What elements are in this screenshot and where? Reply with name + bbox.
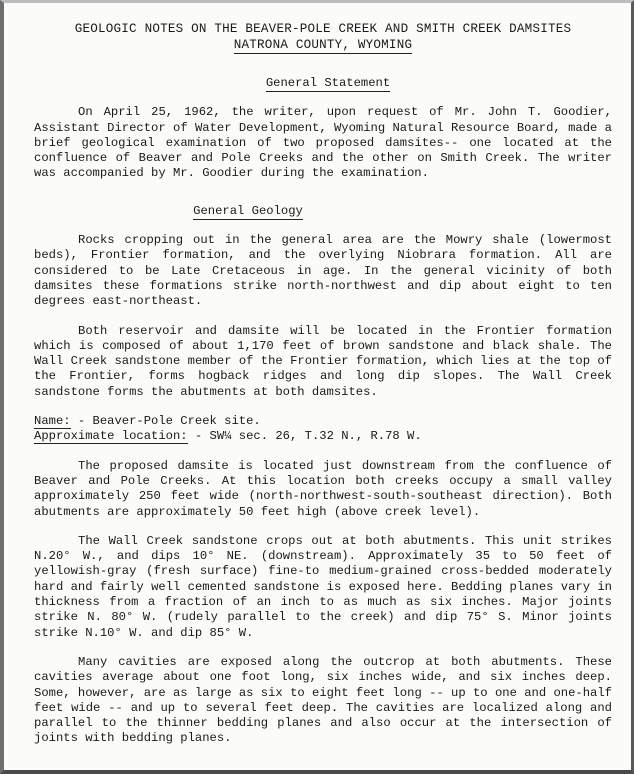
section-heading-general-geology: General Geology xyxy=(193,203,303,218)
title-line-2: NATRONA COUNTY, WYOMING xyxy=(233,38,413,52)
section-heading-general-statement: General Statement xyxy=(265,76,391,90)
site-location-value: - SW¼ sec. 26, T.32 N., R.78 W. xyxy=(194,429,422,444)
document-title xyxy=(34,21,612,54)
paragraph-geology-1: Rocks cropping out in the general area are the Mowry shale (lowermost beds), Frontier formation, and the overlying Niobrara formation. All are considered to be Late Cretaceous in age. In the general vicinity of both damsites these formations strike north-northwest and dip about eight to ten degrees east-northeast. xyxy=(34,233,612,309)
site-info xyxy=(34,414,612,445)
site-name-row xyxy=(34,414,612,429)
site-name-value: - Beaver-Pole Creek site. xyxy=(77,414,261,429)
paragraph-general-statement: On April 25, 1962, the writer, upon request of Mr. John T. Goodier, Assistant Director of Water Development, Wyoming Natural Resource Board, made a brief geological examination of two proposed damsites-- one located at the confluence of Beaver and Pole Creeks and the other on Smith Creek. The writer was accompanied by Mr. Goodier during the examination. xyxy=(34,105,612,181)
paragraph-geology-2: Both reservoir and damsite will be located in the Frontier formation which is composed of about 1,170 feet of brown sandstone and black shale. The Wall Creek sandstone member of the Frontier formation, which lies at the top of the Frontier, forms hogback ridges and long dip slopes. The Wall Creek sandstone forms the abutments at both damsites. xyxy=(34,323,612,399)
paragraph-damsite-1: The proposed damsite is located just downstream from the confluence of Beaver and Pole Creeks. At this location both creeks occupy a small valley approximately 250 feet wide (north-northwest-south-southeast direction). Both abutments are approximately 50 feet high (above creek level). xyxy=(34,458,612,519)
paragraph-damsite-2: The Wall Creek sandstone crops out at both abutments. This unit strikes N.20° W., and dips 10° NE. (downstream). Approximately 35 to 50 feet of yellowish-gray (fresh surface) fine-to medium-grained cross-bedded moderately hard and fairly well cemented sandstone is exposed here. Bedding planes vary in thickness from a fraction of an inch to as much as six inches. Major joints strike N. 80° W. (rudely parallel to the creek) and dip 75° S. Minor joints strike N.10° W. and dip 85° W. xyxy=(34,533,612,640)
document-page xyxy=(34,21,612,761)
site-name-label: Name: xyxy=(34,414,71,429)
site-location-row xyxy=(34,429,612,444)
site-location-label: Approximate location: xyxy=(34,429,188,444)
paragraph-damsite-3: Many cavities are exposed along the outcrop at both abutments. These cavities average about one foot long, six inches wide, and six inches deep. Some, however, are as large as six to eight feet long -- up to one and one-half feet wide -- and up to several feet deep. The cavities are localized along and parallel to the thinner bedding planes and also occur at the intersection of joints with bedding planes. xyxy=(34,654,612,746)
title-line-1: GEOLOGIC NOTES ON THE BEAVER-POLE CREEK AND SMITH CREEK DAMSITES xyxy=(74,22,572,36)
